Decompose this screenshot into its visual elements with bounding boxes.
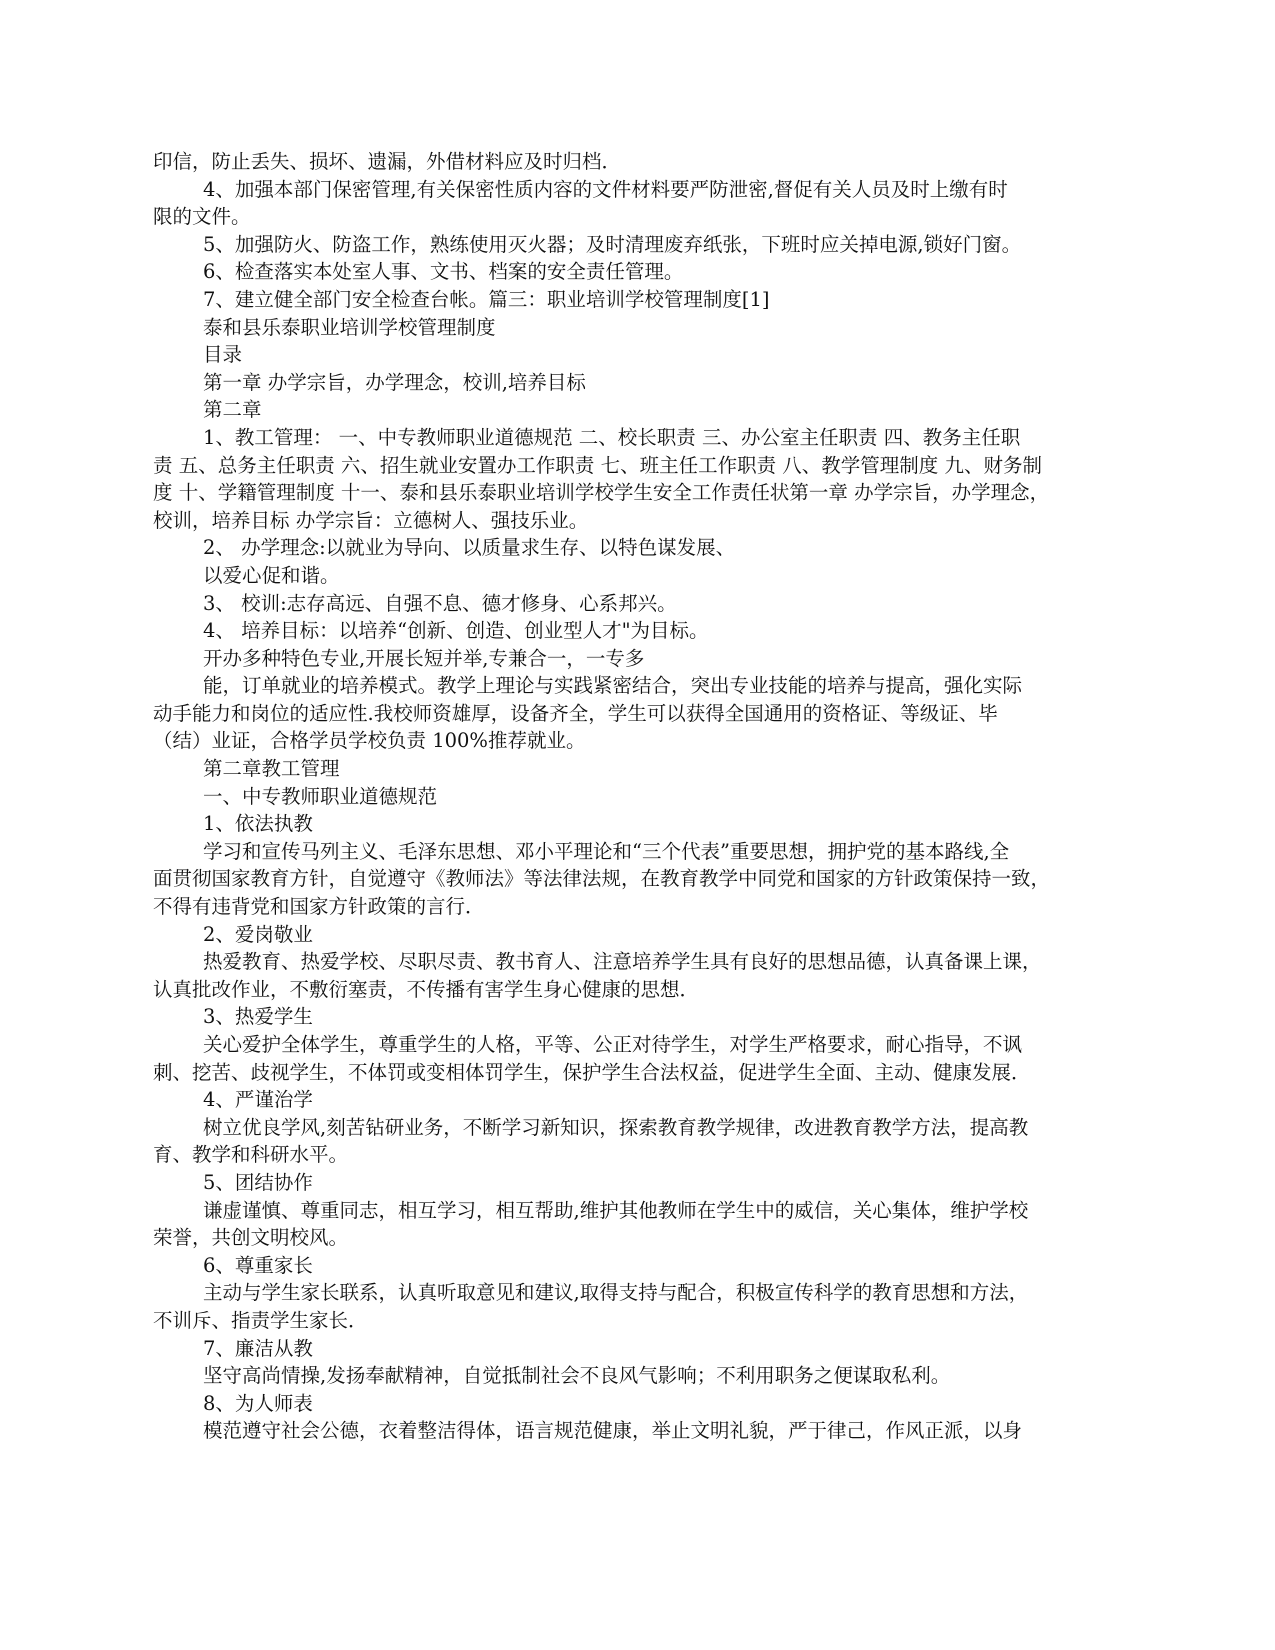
- text-line: 印信，防止丢失、损坏、遗漏，外借材料应及时归档．: [153, 150, 622, 173]
- text-line: 1、教工管理： 一、中专教师职业道德规范 二、校长职责 三、办公室主任职责 四、教务主任职: [203, 425, 1021, 449]
- text-line: 4、 培养目标：以培养“创新、创造、创业型人才"为目标。: [203, 619, 709, 643]
- text-line: 模范遵守社会公德，衣着整洁得体，语言规范健康，举止文明礼貌，严于律己，作风正派，以身: [203, 1419, 1023, 1443]
- text-line: 3、热爱学生: [203, 1005, 313, 1029]
- text-line: （结）业证，合格学员学校负责 100%推荐就业。: [153, 729, 586, 753]
- text-line: 能，订单就业的培养模式。教学上理论与实践紧密结合，突出专业技能的培养与提高，强化实际: [203, 674, 1023, 698]
- text-line: 谦虚谨慎、尊重同志，相互学习，相互帮助,维护其他教师在学生中的威信，关心集体，维护学校: [203, 1198, 1029, 1222]
- text-line: 1、依法执教: [203, 812, 313, 836]
- text-line: 育、教学和科研水平。: [153, 1143, 349, 1167]
- document-page: [153, 148, 1128, 1445]
- text-line: 7、廉洁从教: [203, 1336, 313, 1360]
- text-line: 5、加强防火、防盗工作，熟练使用灭火器；及时清理废弃纸张，下班时应关掉电源,锁好门窗。: [203, 232, 1022, 256]
- text-line: 以爱心促和谐。: [203, 563, 340, 587]
- text-line: 4、加强本部门保密管理,有关保密性质内容的文件材料要严防泄密,督促有关人员及时上缴有时: [203, 177, 1008, 201]
- text-line: 第一章 办学宗旨，办学理念，校训,培养目标: [203, 370, 586, 394]
- text-line: 2、爱岗敬业: [203, 922, 313, 946]
- text-line: 动手能力和岗位的适应性.我校师资雄厚，设备齐全，学生可以获得全国通用的资格证、等级证、毕: [153, 701, 998, 725]
- text-line: 面贯彻国家教育方针，自觉遵守《教师法》等法律法规，在教育教学中同党和国家的方针政策保持一致，: [153, 867, 1051, 891]
- text-line: 认真批改作业，不敷衍塞责，不传播有害学生身心健康的思想．: [153, 977, 700, 1001]
- text-line: 热爱教育、热爱学校、尽职尽责、教书育人、注意培养学生具有良好的思想品德，认真备课上课，: [203, 950, 1042, 974]
- text-line: 目录: [203, 343, 243, 367]
- text-line: 关心爱护全体学生，尊重学生的人格，平等、公正对待学生，对学生严格要求，耐心指导，不讽: [203, 1033, 1023, 1056]
- text-line: 3、 校训:志存高远、自强不息、德才修身、心系邦兴。: [203, 591, 677, 615]
- text-line: 度 十、学籍管理制度 十一、泰和县乐泰职业培训学校学生安全工作责任状第一章 办学宗旨，办学理念，: [153, 481, 1050, 505]
- text-line: 4、严谨治学: [203, 1088, 313, 1112]
- text-line: 2、 办学理念:以就业为导向、以质量求生存、以特色谋发展、: [203, 536, 736, 560]
- text-line: 主动与学生家长联系，认真听取意见和建议,取得支持与配合，积极宣传科学的教育思想和方法，: [203, 1281, 1029, 1305]
- text-line: 学习和宣传马列主义、毛泽东思想、邓小平理论和“三个代表”重要思想，拥护党的基本路线,全: [203, 839, 1010, 863]
- text-line: 开办多种特色专业,开展长短并举,专兼合一，一专多: [203, 646, 645, 670]
- text-line: 6、尊重家长: [203, 1253, 313, 1277]
- text-line: 第二章: [203, 398, 262, 422]
- text-line: 限的文件。: [153, 205, 251, 229]
- text-line: 8、为人师表: [203, 1391, 313, 1415]
- text-line: 校训，培养目标 办学宗旨：立德树人、强技乐业。: [153, 508, 589, 532]
- text-line: 责 五、总务主任职责 六、招生就业安置办工作职责 七、班主任工作职责 八、教学管理制度 九、财务制: [153, 453, 1042, 477]
- text-line: 刺、挖苦、歧视学生，不体罚或变相体罚学生，保护学生合法权益，促进学生全面、主动、健康发展．: [153, 1060, 1031, 1084]
- text-line: 泰和县乐泰职业培训学校管理制度: [203, 315, 496, 339]
- text-line: 荣誉，共创文明校风。: [153, 1226, 349, 1250]
- text-line: 7、建立健全部门安全检查台帐。篇三：职业培训学校管理制度[1]: [203, 287, 770, 311]
- text-line: 6、检查落实本处室人事、文书、档案的安全责任管理。: [203, 260, 684, 284]
- text-line: 树立优良学风,刻苦钻研业务，不断学习新知识，探索教育教学规律，改进教育教学方法，提高教: [203, 1115, 1029, 1139]
- text-line: 坚守高尚情操,发扬奉献精神，自觉抵制社会不良风气影响；不利用职务之便谋取私利。: [203, 1364, 951, 1388]
- text-line: 5、团结协作: [203, 1170, 313, 1194]
- text-line: 不训斥、指责学生家长．: [153, 1308, 368, 1332]
- text-line: 第二章教工管理: [203, 757, 340, 781]
- text-line: 不得有违背党和国家方针政策的言行．: [153, 895, 485, 919]
- text-line: 一、中专教师职业道德规范: [203, 784, 438, 808]
